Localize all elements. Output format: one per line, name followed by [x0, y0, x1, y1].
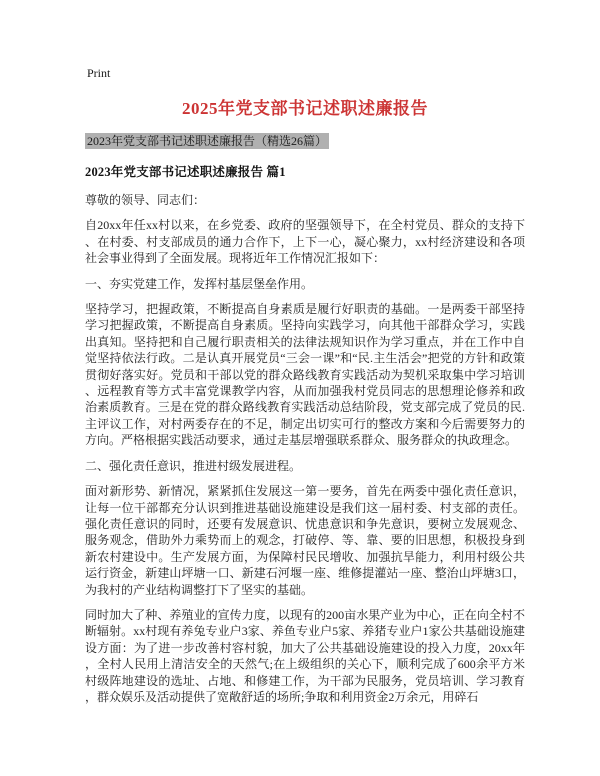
subtitle-row — [85, 133, 525, 150]
paragraph-section-2b: 同时加大了种、养殖业的宣传力度，以现有的200亩水果产业为中心，正在向全村不断辐射。xx村现有养兔专业户3家、养鱼专业户5家、养猪专业户1家公共基础设施建设方面：为了进一步改善村容村貌，加大了公共基础设施建设的投入力度，20xx年，全村人民用上清洁安全的天然气;在上级组织的关心下，顺利完成了600余平方米村级阵地建设的选址、占地、和修建工作，为干部为民服务，党员培训、学习教育，群众娱乐及活动提供了宽敞舒适的场所;争取和利用资金2万余元，用碎石 — [85, 607, 525, 704]
article-body — [85, 192, 525, 705]
heading-section-2: 二、强化责任意识，推进村级发展进程。 — [85, 458, 302, 473]
print-link[interactable]: Print — [87, 66, 111, 80]
salutation: 尊敬的领导、同志们： — [85, 193, 206, 207]
paragraph-intro: 自20xx年任xx村以来，在乡党委、政府的坚强领导下，在全村党员、群众的支持下、在村委、村支部成员的通力合作下，上下一心，凝心聚力，xx村经济建设和各项社会事业得到了全面发展。现将近年工作情况汇报如下： — [85, 218, 525, 266]
document-subtitle: 2023年党支部书记述职述廉报告（精选26篇） — [87, 134, 328, 148]
paragraph-section-2a: 面对新形势、新情况，紧紧抓住发展这一第一要务，首先在两委中强化责任意识，让每一位干部都充分认识到推进基础设施建设是我们这一届村委、村支部的责任。强化责任意识的同时，还要有发展意识、忧患意识和争先意识，要树立发展观念、服务观念，借助外力乘势而上的观念，打破停、等、靠、要的旧思想，积极投身到新农村建设中。生产发展方面，为保障村民民增收、加强抗旱能力，利用村级公共运行资金，新建山坪塘一口、新建石河堰一座、维修提灌站一座、整治山坪塘3口，为我村的产业结构调整打下了坚实的基础。 — [85, 484, 525, 597]
heading-section-1: 一、夯实党建工作，发挥村基层堡垒作用。 — [85, 276, 314, 291]
document-title: 2025年党支部书记述职述廉报告 — [182, 99, 428, 118]
section-title: 2023年党支部书记述职述廉报告 篇1 — [85, 165, 286, 179]
paragraph-section-1: 坚持学习，把握政策，不断提高自身素质是履行好职责的基础。一是两委干部坚持学习把握政策，不断提高自身素质。坚持向实践学习，向其他干部群众学习，实践出真知。坚持把和自己履行职责相关的法律法规知识作为学习重点，并在工作中自觉坚持依法行政。二是认真开展党员“三会一课”和“民.主生活会”把党的方针和政策贯彻好落实好。党员和干部以党的群众路线教育实践活动为契机采取集中学习培训、远程教育等方式丰富党课教学内容，从而加强我村党员同志的思想理论修养和政治素质教育。三是在党的群众路线教育实践活动总结阶段，党支部完成了党员的民.主评议工作，对村两委存在的不足，制定出切实可行的整改方案和今后需要努力的方向。严格根据实践活动要求，通过走基层增强联系群众、服务群众的执政理念。 — [85, 302, 525, 448]
